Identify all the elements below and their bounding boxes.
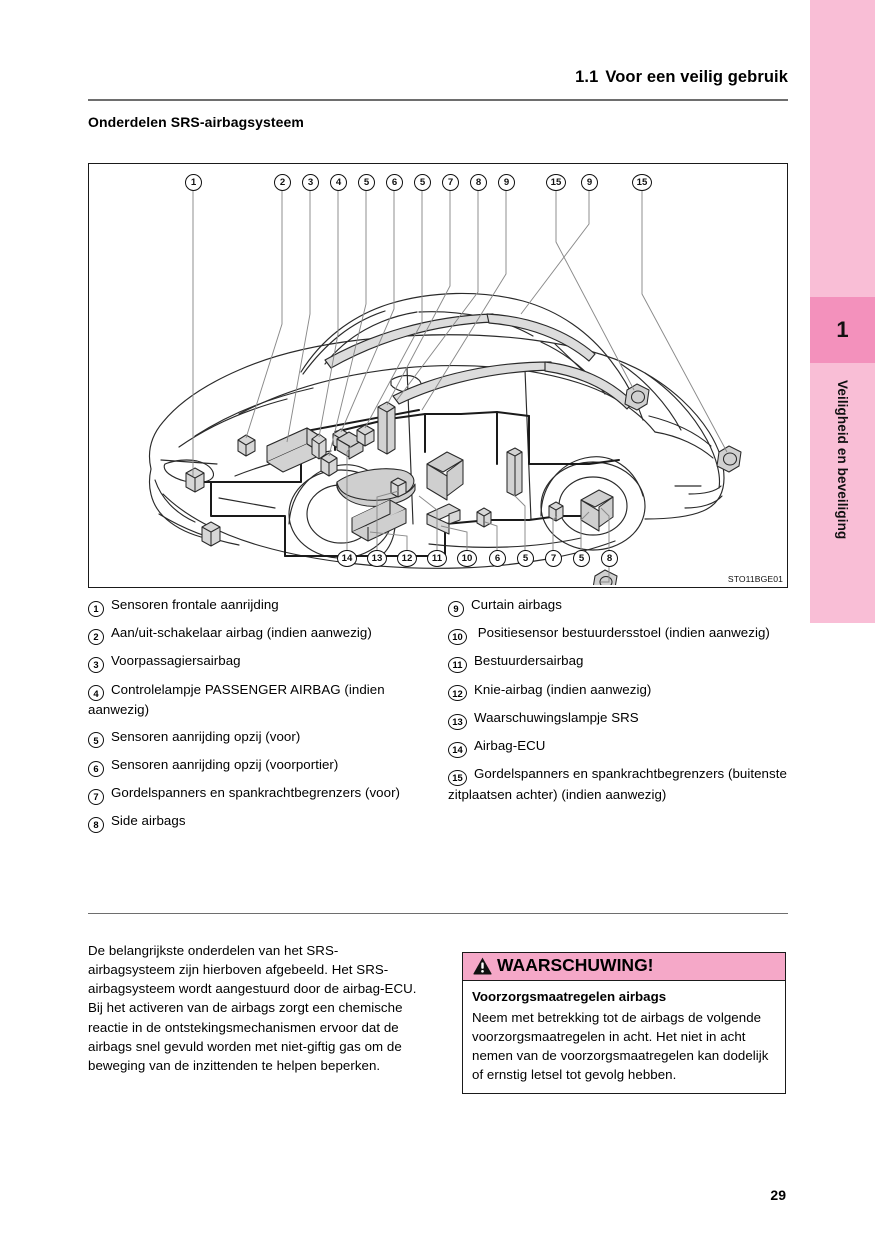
diagram-legend: [88, 596, 788, 914]
legend-number-6: 6: [88, 761, 104, 777]
warning-header: [463, 953, 785, 981]
legend-number-15: 15: [448, 770, 467, 786]
legend-label-6: Sensoren aanrijding opzij (voorportier): [111, 756, 339, 772]
diagram-callout-15a: 15: [546, 174, 566, 191]
legend-divider: [88, 913, 788, 914]
legend-number-3: 3: [88, 657, 104, 673]
body-paragraph: De belangrijkste onderdelen van het SRS-airbagsysteem zijn hierboven afgebeeld. Het SRS-airbagsysteem wordt aangestuurd door de airbag-ECU. Bij het activeren van de airbags zorgt een chemische reactie in de ontstekingsmechanismen ervoor dat de airbags snel gevuld worden met niet-giftig gas om de beweging van de inzittenden te helpen beperken.: [88, 943, 417, 1073]
legend-column-right: [448, 596, 788, 812]
legend-label-12: Knie-airbag (indien aanwezig): [474, 681, 652, 697]
diagram-callout-8b: 8: [601, 550, 618, 567]
chapter-tab-label: [810, 378, 875, 623]
legend-label-11: Bestuurdersairbag: [474, 653, 584, 669]
legend-label-4: Controlelampje PASSENGER AIRBAG (indien aanwezig): [88, 681, 385, 718]
header-chapter-number: 1.1: [575, 68, 599, 86]
legend-item-15: [448, 765, 788, 805]
warning-body: [463, 981, 785, 1093]
chapter-side-tab: [810, 0, 875, 623]
legend-label-2: Aan/uit-schakelaar airbag (indien aanwezig): [111, 625, 372, 641]
diagram-callout-4: 4: [330, 174, 347, 191]
figure-code: STO11BGE01: [727, 574, 783, 584]
diagram-callout-12: 12: [397, 550, 417, 567]
legend-label-15: Gordelspanners en spankrachtbegrenzers (buitenste zitplaatsen achter) (indien aanwezig): [448, 766, 787, 802]
legend-item-4: [88, 681, 428, 721]
legend-item-12: [448, 681, 788, 702]
legend-label-10: Positiesensor bestuurdersstoel (indien aanwezig): [474, 625, 770, 641]
legend-item-6: [88, 756, 428, 777]
legend-label-1: Sensoren frontale aanrijding: [111, 597, 279, 612]
diagram-callout-7b: 7: [545, 550, 562, 567]
warning-box: [462, 952, 786, 1094]
warning-triangle-icon: [472, 956, 493, 976]
diagram-callout-9a: 9: [498, 174, 515, 191]
legend-item-5: [88, 728, 428, 749]
diagram-callout-5b: 5: [414, 174, 431, 191]
legend-number-7: 7: [88, 789, 104, 805]
warning-subheading: Voorzorgsmaatregelen airbags: [472, 989, 667, 1004]
diagram-callout-1: 1: [185, 174, 202, 191]
srs-airbag-diagram: [88, 163, 788, 588]
page-header: [88, 68, 788, 87]
diagram-callout-2: 2: [274, 174, 291, 191]
legend-item-14: [448, 737, 788, 758]
diagram-callout-6b: 6: [489, 550, 506, 567]
legend-number-4: 4: [88, 685, 104, 701]
legend-column-left: [88, 596, 428, 841]
legend-label-9: Curtain airbags: [471, 597, 562, 612]
header-divider: [88, 99, 788, 101]
legend-item-11: [448, 652, 788, 673]
chapter-tab-label-text: Veiligheid en beveiliging: [835, 380, 850, 540]
legend-label-8: Side airbags: [111, 813, 186, 829]
diagram-callout-9b: 9: [581, 174, 598, 191]
legend-number-12: 12: [448, 685, 467, 701]
diagram-callout-7a: 7: [442, 174, 459, 191]
legend-number-2: 2: [88, 629, 104, 645]
legend-number-5: 5: [88, 732, 104, 748]
chapter-tab-number-text: 1: [836, 317, 849, 342]
legend-label-3: Voorpassagiersairbag: [111, 653, 241, 669]
chapter-tab-number: [810, 297, 875, 363]
legend-label-14: Airbag-ECU: [474, 738, 546, 754]
legend-number-14: 14: [448, 742, 467, 758]
legend-item-7: [88, 784, 428, 805]
legend-label-13: Waarschuwingslampje SRS: [474, 709, 639, 725]
legend-number-9: 9: [448, 601, 464, 617]
page-number: 29: [770, 1187, 786, 1203]
legend-number-13: 13: [448, 714, 467, 730]
diagram-callout-14: 14: [337, 550, 357, 567]
diagram-callout-8a: 8: [470, 174, 487, 191]
legend-number-11: 11: [448, 657, 467, 673]
legend-label-5: Sensoren aanrijding opzij (voor): [111, 728, 301, 744]
diagram-callout-3: 3: [302, 174, 319, 191]
diagram-callout-11: 11: [427, 550, 447, 567]
diagram-callout-15b: 15: [632, 174, 652, 191]
legend-item-1: [88, 596, 428, 617]
legend-item-3: [88, 652, 428, 673]
legend-item-2: [88, 624, 428, 645]
legend-item-9: [448, 596, 788, 617]
diagram-callout-6a: 6: [386, 174, 403, 191]
warning-text: Neem met betrekking tot de airbags de volgende voorzorgsmaatregelen in acht. Het niet in acht nemen van de voorzorgsmaatregelen kan dodelijk of ernstig letsel tot gevolg hebben.: [472, 1009, 769, 1083]
legend-label-7: Gordelspanners en spankrachtbegrenzers (voor): [111, 785, 401, 801]
diagram-callout-5c: 5: [517, 550, 534, 567]
legend-number-1: 1: [88, 601, 104, 617]
diagram-callout-13: 13: [367, 550, 387, 567]
section-title: Onderdelen SRS-airbagsysteem: [88, 114, 304, 130]
diagram-callout-5a: 5: [358, 174, 375, 191]
legend-item-10: [448, 624, 788, 645]
legend-number-8: 8: [88, 817, 104, 833]
warning-heading: WAARSCHUWING!: [497, 955, 654, 976]
diagram-callout-10: 10: [457, 550, 477, 567]
legend-number-10: 10: [448, 629, 467, 645]
car-cutaway-illustration: [89, 164, 785, 585]
diagram-callout-5d: 5: [573, 550, 590, 567]
header-chapter-title: Voor een veilig gebruik: [605, 68, 788, 86]
legend-item-13: [448, 709, 788, 730]
legend-item-8: [88, 812, 428, 833]
